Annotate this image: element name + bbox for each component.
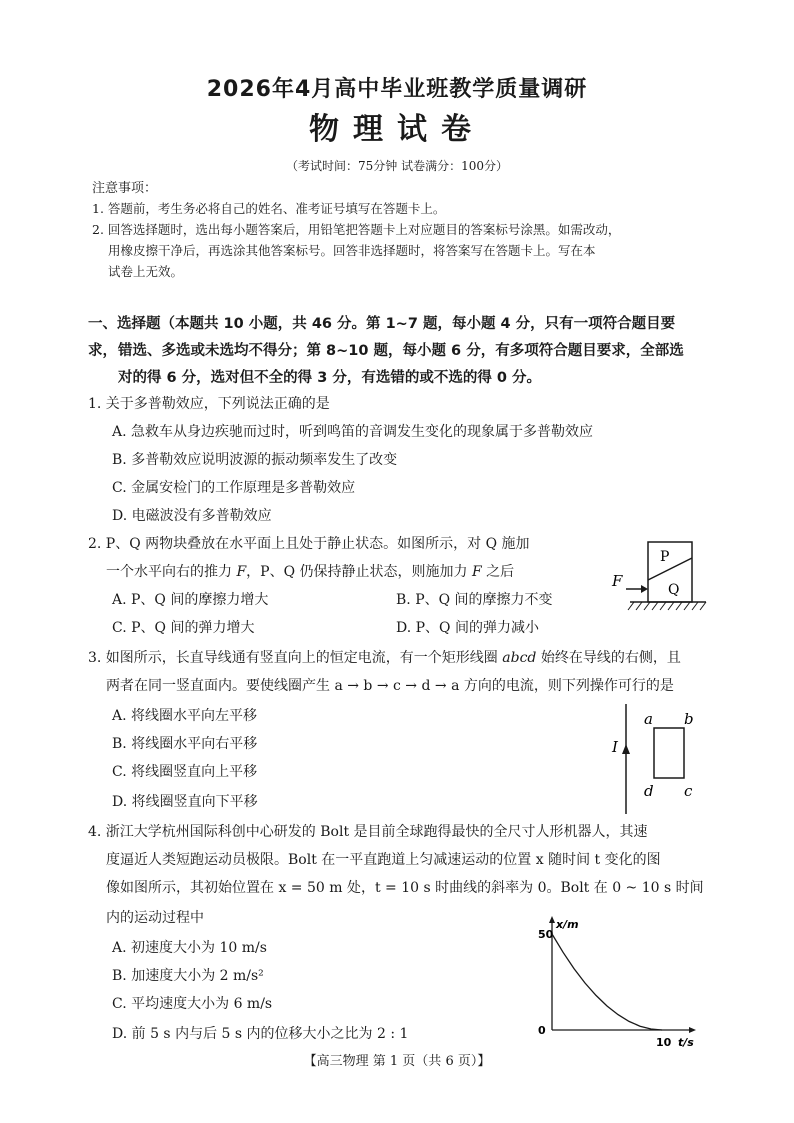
q3-option-c: C. 将线圈竖直向上平移 — [112, 764, 258, 780]
q2-label-q: Q — [668, 582, 680, 598]
q2-ground-hatch — [628, 602, 706, 610]
question-4-stem: 像如图所示，其初始位置在 x = 50 m 处，t = 10 s 时曲线的斜率为 0。Bolt 在 0 ~ 10 s 时间 — [106, 880, 704, 896]
exam-info: （考试时间：75分钟 试卷满分：100分） — [286, 159, 508, 173]
notice-item: 2. 回答选择题时，选出每小题答案后，用铅笔把答题卡上对应题目的答案标号涂黑。如需改动， — [92, 222, 621, 237]
section-heading: 对的得 6 分，选对但不全的得 3 分，有选错的或不选的得 0 分。 — [118, 370, 542, 386]
q1-option-a: A. 急救车从身边疾驰而过时，听到鸣笛的音调发生变化的现象属于多普勒效应 — [112, 424, 594, 440]
question-4-stem: 度逼近人类短跑运动员极限。Bolt 在一平直跑道上匀减速运动的位置 x 随时间 t 变化的图 — [106, 852, 661, 868]
q3-coil-name: abcd — [502, 650, 537, 666]
q2-option-a: A. P、Q 间的摩擦力增大 — [112, 592, 269, 608]
q4-option-a: A. 初速度大小为 10 m/s — [112, 940, 267, 956]
exam-title: 2026年4月高中毕业班教学质量调研 — [206, 77, 588, 102]
q2-option-c: C. P、Q 间的弹力增大 — [112, 620, 255, 636]
q4-option-b: B. 加速度大小为 2 m/s² — [112, 968, 264, 984]
question-2-stem-line2 — [106, 558, 514, 586]
xt-origin-label: 0 — [538, 1024, 546, 1037]
q3-current-arrow — [622, 744, 630, 754]
q2-stem-text: ，P、Q 仍保持静止状态，则施加力 — [246, 564, 472, 580]
notice-title: 注意事项： — [92, 181, 158, 196]
q4-option-c: C. 平均速度大小为 6 m/s — [112, 996, 273, 1012]
xt-y-axis-label: x/m — [556, 918, 579, 931]
q3-option-d: D. 将线圈竖直向下平移 — [112, 794, 258, 810]
q3-label-a: a — [644, 710, 653, 728]
q3-stem-text: 始终在导线的右侧，且 — [536, 650, 681, 666]
q3-option-b: B. 将线圈水平向右平移 — [112, 736, 258, 752]
question-4-stem: 4. 浙江大学杭州国际科创中心研发的 Bolt 是目前全球跑得最快的全尺寸人形机器人，其速 — [88, 824, 648, 840]
q2-option-b: B. P、Q 间的摩擦力不变 — [396, 592, 553, 608]
q1-option-d: D. 电磁波没有多普勒效应 — [112, 508, 272, 524]
q2-force-symbol: F — [471, 564, 482, 580]
q2-stem-text: 之后 — [481, 564, 515, 580]
page-footer: 【高三物理 第 1 页（共 6 页）】 — [303, 1054, 491, 1069]
q1-option-c: C. 金属安检门的工作原理是多普勒效应 — [112, 480, 356, 496]
xt-y-arrowhead — [549, 916, 555, 923]
q2-label-p: P — [660, 549, 670, 565]
xt-x-arrowhead — [689, 1027, 696, 1033]
q2-option-d: D. P、Q 间的弹力减小 — [396, 620, 539, 636]
q3-stem-text: 3. 如图所示，长直导线通有竖直向上的恒定电流，有一个矩形线圈 — [88, 650, 503, 666]
q2-label-f: F — [612, 572, 623, 590]
q3-option-a: A. 将线圈水平向左平移 — [112, 708, 258, 724]
q3-label-d: d — [644, 782, 654, 800]
xt-curve — [552, 934, 662, 1030]
xt-x-axis-label: t/s — [678, 1036, 694, 1049]
q2-force-symbol: F — [236, 564, 247, 580]
q3-wire-figure — [606, 700, 706, 816]
q4-xt-graph — [530, 910, 710, 1050]
q2-force-arrowhead — [641, 585, 648, 593]
q3-label-c: c — [684, 782, 693, 800]
q3-label-b: b — [684, 710, 694, 728]
question-3-stem-line2: 两者在同一竖直面内。要使线圈产生 a → b → c → d → a 方向的电流，则下列操作可行的是 — [106, 678, 674, 694]
question-1-stem: 1. 关于多普勒效应，下列说法正确的是 — [88, 396, 330, 412]
notice-item: 试卷上无效。 — [108, 264, 184, 279]
q2-block-interface — [648, 558, 692, 580]
question-2-stem: 2. P、Q 两物块叠放在水平面上且处于静止状态。如图所示，对 Q 施加 — [88, 536, 530, 552]
notice-item: 1. 答题前，考生务必将自己的姓名、准考证号填写在答题卡上。 — [92, 201, 446, 216]
xt-axes — [538, 916, 696, 1049]
q3-rect-coil — [654, 728, 684, 778]
xt-y-tick-label: 50 — [538, 928, 554, 941]
question-4-stem: 内的运动过程中 — [106, 910, 204, 926]
notice-item: 用橡皮擦干净后，再选涂其他答案标号。回答非选择题时，将答案写在答题卡上。写在本 — [108, 243, 596, 258]
xt-x-tick-label: 10 — [656, 1036, 672, 1049]
q2-stem-text: 一个水平向右的推力 — [106, 564, 237, 580]
q4-option-d: D. 前 5 s 内与后 5 s 内的位移大小之比为 2 : 1 — [112, 1026, 409, 1042]
section-heading: 错选、多选或未选均不得分；第 8~10 题，每小题 6 分，有多项符合题目要求，全部选 — [118, 343, 684, 359]
exam-subject: 物理试卷 — [309, 112, 485, 147]
q1-option-b: B. 多普勒效应说明波源的振动频率发生了改变 — [112, 452, 398, 468]
q2-block-figure — [606, 534, 714, 614]
section-heading: 一、选择题（本题共 10 小题，共 46 分。第 1~7 题，每小题 4 分，只有一项符合题目要求， — [88, 316, 676, 359]
q3-label-i: I — [612, 738, 618, 756]
question-3-stem — [88, 644, 681, 672]
